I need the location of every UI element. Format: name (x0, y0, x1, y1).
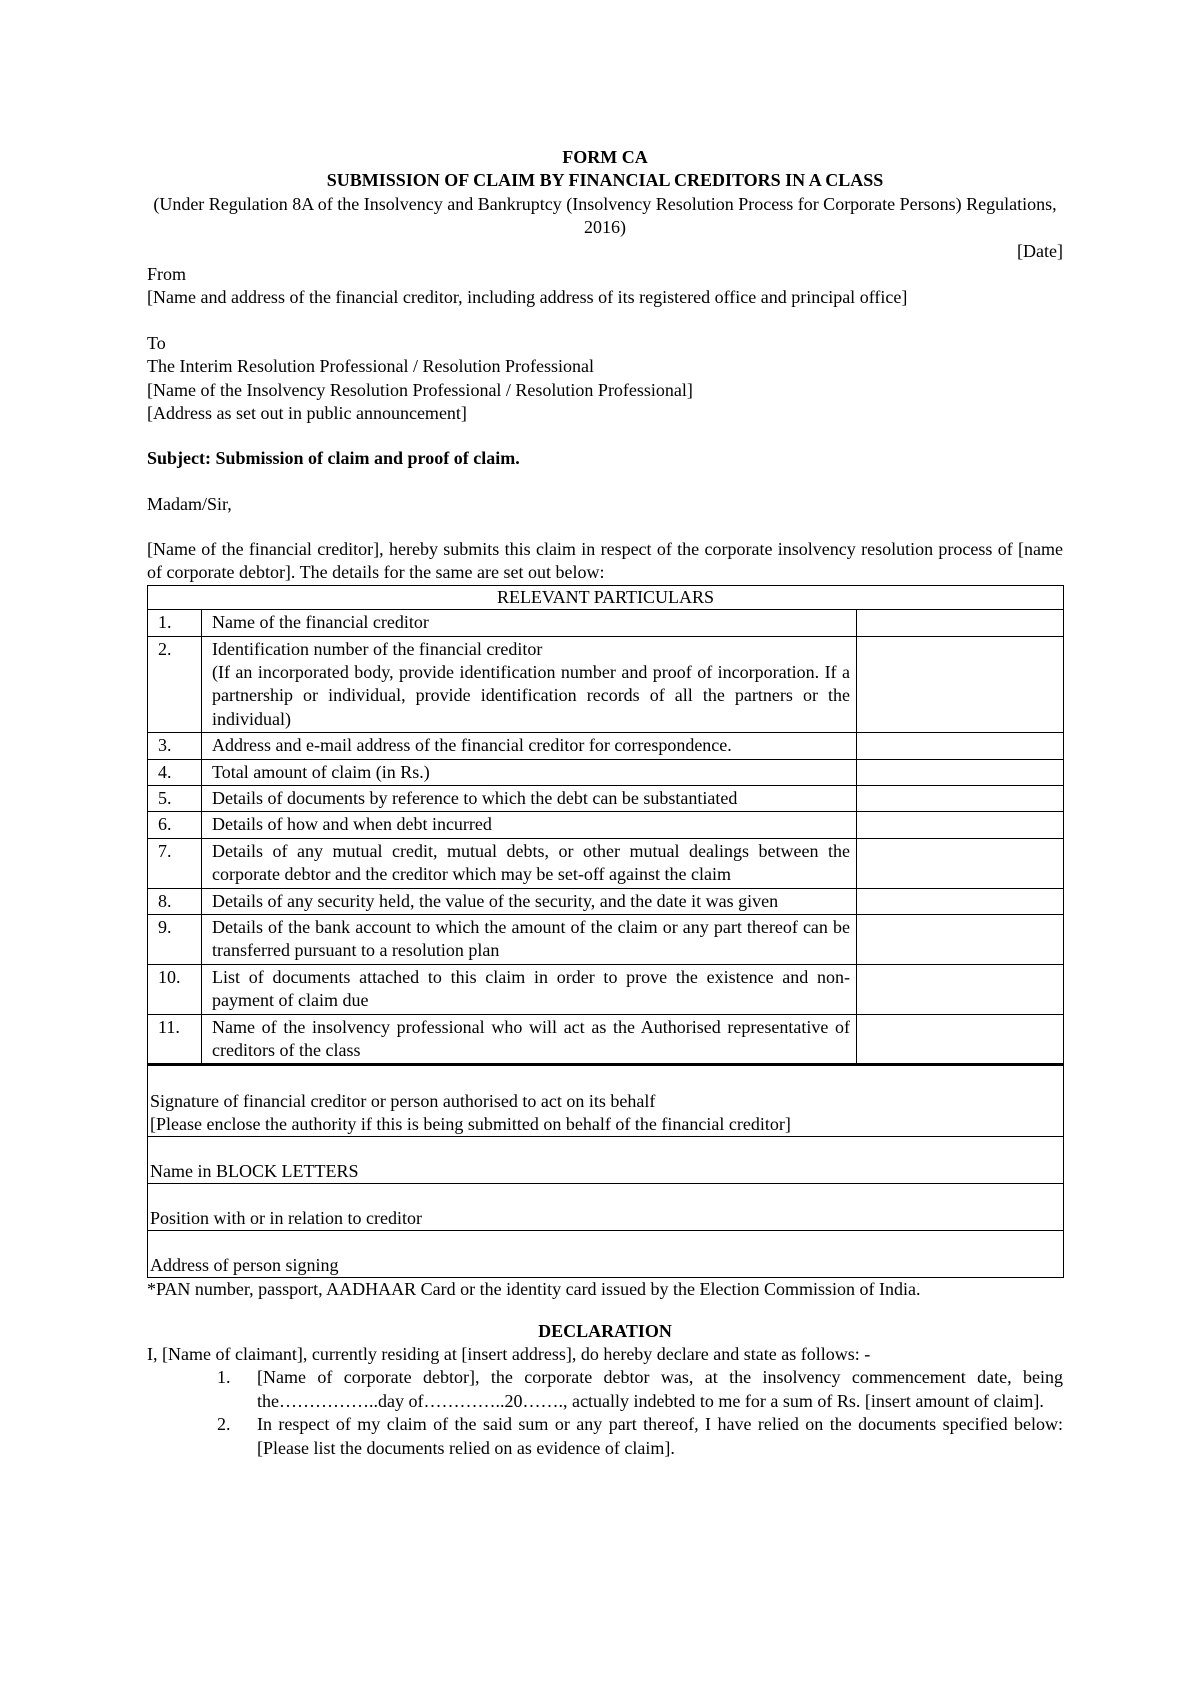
signature-table (147, 1064, 1064, 1278)
row-description (202, 610, 857, 636)
salutation: Madam/Sir, (147, 493, 232, 514)
position-row (148, 1184, 1064, 1231)
row-description-text: Details of any security held, the value of the security, and the date it was given (212, 890, 779, 911)
declaration-item-text: In respect of my claim of the said sum or any part thereof, I have relied on the documents specified below: [Please list the documents relied on as evidence of claim]. (257, 1414, 1063, 1458)
row-description-text: List of documents attached to this claim in order to prove the existence and non-payment of claim due (212, 966, 850, 1011)
row-description (202, 888, 857, 914)
form-subtitle: (Under Regulation 8A of the Insolvency and Bankruptcy (Insolvency Resolution Process for Corporate Persons) Regulations, 2016) (153, 193, 1057, 238)
row-number: 9. (148, 914, 202, 964)
spacer (147, 310, 1063, 332)
table-row (148, 914, 1064, 964)
row-value-field[interactable] (857, 812, 1064, 838)
row-description-note: (If an incorporated body, provide identification number and proof of incorporation. If a partnership or individual, provide identification records of all the partners or the individual) (212, 662, 850, 729)
row-description-text: Details of the bank account to which the amount of the claim or any part thereof can be transferred pursuant to a resolution plan (212, 916, 850, 961)
form-content (147, 146, 1063, 1460)
row-description (202, 914, 857, 964)
from-text: [Name and address of the financial creditor, including address of its registered office and principal office] (147, 287, 908, 308)
to-line-1: The Interim Resolution Professional / Resolution Professional (147, 356, 594, 377)
row-value-field[interactable] (857, 888, 1064, 914)
table-row (148, 733, 1064, 759)
table-header: RELEVANT PARTICULARS (148, 585, 1064, 609)
spacer (147, 471, 1063, 493)
address-cell[interactable]: Address of person signing (148, 1231, 1064, 1278)
table-row (148, 888, 1064, 914)
declaration-item-text: [Name of corporate debtor], the corporate debtor was, at the insolvency commencement date, being the……………..day of…………..20……., actually indebted to me for a sum of Rs. [insert amount of claim]. (257, 1367, 1063, 1411)
table-row (148, 838, 1064, 888)
row-value-field[interactable] (857, 610, 1064, 636)
row-value-field[interactable] (857, 1014, 1064, 1064)
from-label: From (147, 263, 187, 284)
row-value-field[interactable] (857, 636, 1064, 733)
date-field: [Date] (1017, 240, 1063, 261)
table-row (148, 812, 1064, 838)
table-row (148, 636, 1064, 733)
row-description-text: Name of the financial creditor (212, 612, 429, 633)
declaration-intro: I, [Name of claimant], currently residing at [insert address], do hereby declare and state as follows: - (147, 1344, 871, 1365)
table-row (148, 785, 1064, 811)
to-line-2: [Name of the Insolvency Resolution Professional / Resolution Professional] (147, 379, 693, 400)
subject-line: Subject: Submission of claim and proof of claim. (147, 448, 520, 469)
declaration-item-number: 2. (217, 1414, 231, 1435)
table-header-row (148, 585, 1064, 609)
spacer (147, 1302, 1063, 1320)
row-description (202, 636, 857, 733)
table-row (148, 1014, 1064, 1064)
row-value-field[interactable] (857, 733, 1064, 759)
row-description (202, 759, 857, 785)
declaration-item (147, 1366, 1063, 1413)
particulars-table (147, 585, 1064, 1064)
name-cell[interactable]: Name in BLOCK LETTERS (148, 1137, 1064, 1184)
address-row (148, 1231, 1064, 1278)
row-description (202, 838, 857, 888)
intro-paragraph: [Name of the financial creditor], hereby submits this claim in respect of the corporate insolvency resolution process of [name of corporate debtor]. The details for the same are set out below: (147, 539, 1063, 583)
table-row (148, 759, 1064, 785)
row-description-text: Details of documents by reference to which the debt can be substantiated (212, 787, 738, 808)
to-line-3: [Address as set out in public announcement] (147, 402, 467, 423)
row-description-text: Details of how and when debt incurred (212, 814, 492, 835)
row-value-field[interactable] (857, 914, 1064, 964)
row-number: 5. (148, 785, 202, 811)
row-description (202, 964, 857, 1014)
row-number: 6. (148, 812, 202, 838)
declaration-list (147, 1366, 1063, 1460)
row-description-text: Details of any mutual credit, mutual debts, or other mutual dealings between the corporate debtor and the creditor which may be set-off against the claim (212, 840, 850, 885)
row-description (202, 1014, 857, 1064)
declaration-title: DECLARATION (538, 1320, 672, 1341)
row-description (202, 812, 857, 838)
row-description-text: Address and e-mail address of the financial creditor for correspondence. (212, 735, 732, 756)
row-value-field[interactable] (857, 838, 1064, 888)
form-label: FORM CA (562, 147, 648, 167)
row-description-text: Identification number of the financial creditor (212, 638, 543, 659)
table-row (148, 964, 1064, 1014)
signature-line-1: Signature of financial creditor or person authorised to act on its behalf (150, 1090, 656, 1111)
signature-line-2: [Please enclose the authority if this is being submitted on behalf of the financial creditor] (150, 1113, 791, 1134)
row-number: 8. (148, 888, 202, 914)
to-label: To (147, 332, 166, 353)
declaration-item-number: 1. (217, 1367, 231, 1388)
declaration-item (147, 1413, 1063, 1460)
row-description (202, 733, 857, 759)
row-description-text: Total amount of claim (in Rs.) (212, 761, 430, 782)
row-number: 10. (148, 964, 202, 1014)
row-number: 7. (148, 838, 202, 888)
row-description-text: Name of the insolvency professional who will act as the Authorised representative of creditors of the class (212, 1016, 850, 1060)
row-number: 1. (148, 610, 202, 636)
footnote: *PAN number, passport, AADHAAR Card or the identity card issued by the Election Commission of India. (147, 1279, 921, 1300)
row-value-field[interactable] (857, 785, 1064, 811)
subject-text: Submission of claim and proof of claim. (215, 448, 520, 469)
spacer (147, 516, 1063, 538)
name-row (148, 1137, 1064, 1184)
row-number: 3. (148, 733, 202, 759)
spacer (147, 425, 1063, 447)
signature-cell[interactable] (148, 1065, 1064, 1137)
signature-row (148, 1065, 1064, 1137)
row-value-field[interactable] (857, 964, 1064, 1014)
row-number: 4. (148, 759, 202, 785)
row-number: 2. (148, 636, 202, 733)
form-title: SUBMISSION OF CLAIM BY FINANCIAL CREDITORS IN A CLASS (326, 170, 884, 191)
row-number: 11. (148, 1014, 202, 1064)
row-value-field[interactable] (857, 759, 1064, 785)
subject-label: Subject (147, 448, 205, 469)
table-row (148, 610, 1064, 636)
position-cell[interactable]: Position with or in relation to creditor (148, 1184, 1064, 1231)
row-description (202, 785, 857, 811)
